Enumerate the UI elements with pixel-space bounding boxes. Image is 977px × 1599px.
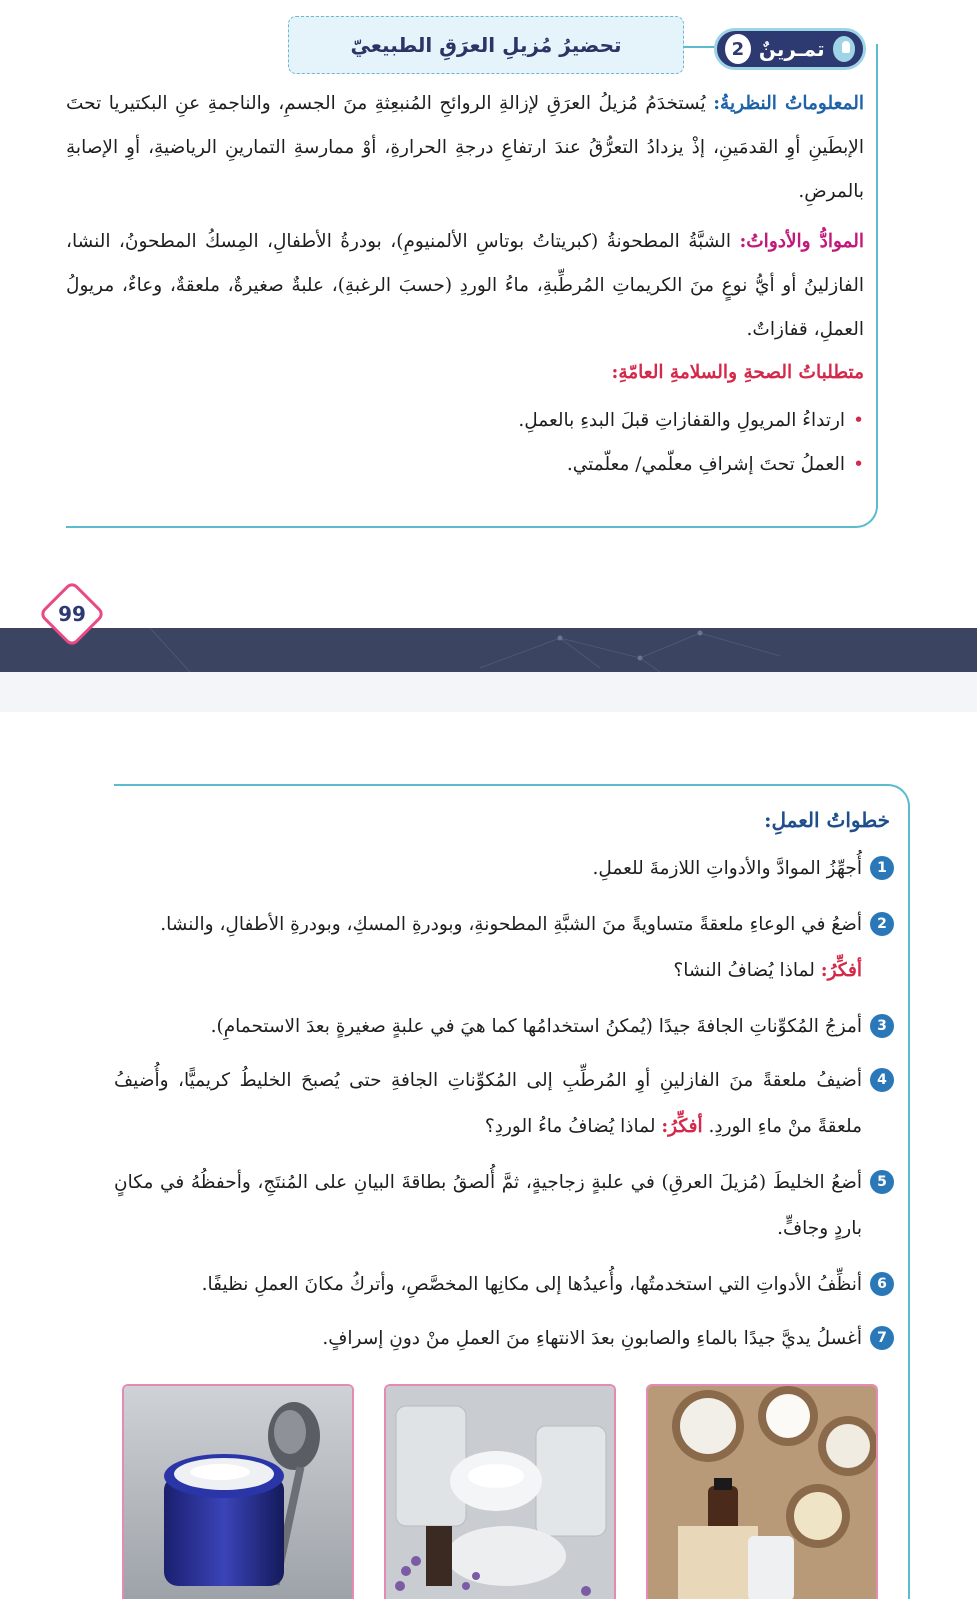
step-item (114, 1058, 894, 1150)
step-item (114, 902, 894, 994)
exercise-title (288, 16, 684, 74)
exercise-title-text: تحضيرُ مُزيلِ العرَقِ الطبيعيّ (350, 33, 622, 57)
step-text: أغسلُ يديَّ جيدًا بالماءِ والصابونِ بعدَ الانتهاءِ منَ العملِ منْ دونِ إسرافٍ. (322, 1328, 862, 1349)
theory-paragraph (66, 82, 864, 214)
step-text: أضعُ في الوعاءِ ملعقةً متساويةً منَ الشبَّةِ المطحونةِ، وبودرةِ المسكِ، وبودرةِ الأطفالِ، والنشا. (160, 914, 862, 935)
safety-item: • العملُ تحتَ إشرافِ معلّمي/ معلّمتي. (300, 454, 864, 475)
step-item (114, 1160, 894, 1252)
step-number-badge: 6 (870, 1272, 894, 1296)
step-text: أُجهِّزُ الموادَّ والأدواتِ اللازمةَ للعملِ. (592, 858, 862, 879)
step-number-badge: 2 (870, 912, 894, 936)
exercise-badge (714, 28, 866, 70)
step-item (114, 1316, 894, 1362)
step-number-badge: 3 (870, 1014, 894, 1038)
step-text: أمزجُ المُكوِّناتِ الجافةَ جيدًا (يُمكنُ استخدامُها كما هيَ في علبةٍ صغيرةٍ بعدَ الاستحمامِ). (210, 1016, 862, 1037)
safety-item: • ارتداءُ المريولِ والقفازاتِ قبلَ البدءِ بالعملِ. (300, 410, 864, 431)
exercise-page (0, 0, 977, 715)
think-label: أفكِّرُ: (820, 960, 862, 981)
think-question: لماذا يُضافُ النشا؟ (673, 960, 821, 981)
materials-paragraph (66, 220, 864, 352)
think-label: أفكِّرُ: (661, 1116, 703, 1137)
step-number-badge: 4 (870, 1068, 894, 1092)
photo-powders-lavender (384, 1384, 616, 1599)
step-text: أضيفُ ملعقةً منَ الفازلينِ أوِ المُرطِّبِ إلى المُكوِّناتِ الجافةِ حتى يُصبحَ الخليطُ كريميًّا، وأُضيفُ ملعقةً منْ ماءِ الوردِ. (114, 1070, 862, 1137)
step-number-badge: 5 (870, 1170, 894, 1194)
page-footer-band (0, 628, 977, 672)
step-text: أنظِّفُ الأدواتِ التي استخدمتُها، وأُعيدُها إلى مكانِها المخصَّصِ، وأتركُ مكانَ العملِ نظيفًا. (201, 1274, 862, 1295)
step-text: أضعُ الخليطَ (مُزيلَ العرقِ) في علبةٍ زجاجيةٍ، ثمَّ أُلصقُ بطاقةَ البيانِ على المُنتَجِ، وأحفظُهُ في مكانٍ باردٍ وجافٍّ. (114, 1172, 862, 1239)
materials-label: الموادُّ والأدواتُ: (739, 231, 865, 252)
page-number-badge (40, 582, 104, 646)
photo-ingredients-bowls (646, 1384, 878, 1599)
lightbulb-icon (833, 36, 855, 62)
exercise-number: 2 (725, 34, 751, 64)
step-item (114, 1004, 894, 1050)
materials-text: الشبَّةُ المطحونةُ (كبريتاتُ بوتاسِ الألمنيومِ)، بودرةُ الأطفالِ، المِسكُ المطحونُ، النشا، الفازلينُ أو أيُّ نوعٍ منَ الكريماتِ المُرطِّبةِ، ماءُ الوردِ (حسبَ الرغبةِ)، علبةٌ صغيرةٌ، ملعقةٌ، وعاءٌ، مريولُ العملِ، قفازاتٌ. (66, 231, 864, 340)
page-footer-light (0, 672, 977, 712)
photo-cream-jar (122, 1384, 354, 1599)
theory-label: المعلوماتُ النظريةُ: (713, 93, 864, 114)
steps-title: خطواتُ العملِ: (764, 808, 890, 832)
safety-title: متطلباتُ الصحةِ والسلامةِ العامّةِ: (611, 362, 864, 383)
step-number-badge: 7 (870, 1326, 894, 1350)
think-question: لماذا يُضافُ ماءُ الوردِ؟ (484, 1116, 662, 1137)
page-number: 99 (58, 602, 86, 626)
step-item (114, 846, 894, 892)
step-number-badge: 1 (870, 856, 894, 880)
theory-text: يُستخدَمُ مُزيلُ العرَقِ لإزالةِ الروائحِ المُنبعِثةِ منَ الجسمِ، والناجمةِ عنِ البكتيريا تحتَ الإبطَينِ أوِ القدمَينِ، إذْ يزدادُ التعرُّقُ عندَ ارتفاعِ درجةِ الحرارةِ، أوْ ممارسةِ التمارينِ الرياضيةِ، أوِ الإصابةِ بالمرضِ. (66, 93, 864, 202)
exercise-badge-label: تمـرينٌ (758, 37, 825, 61)
network-pattern (0, 628, 977, 672)
step-item (114, 1262, 894, 1308)
